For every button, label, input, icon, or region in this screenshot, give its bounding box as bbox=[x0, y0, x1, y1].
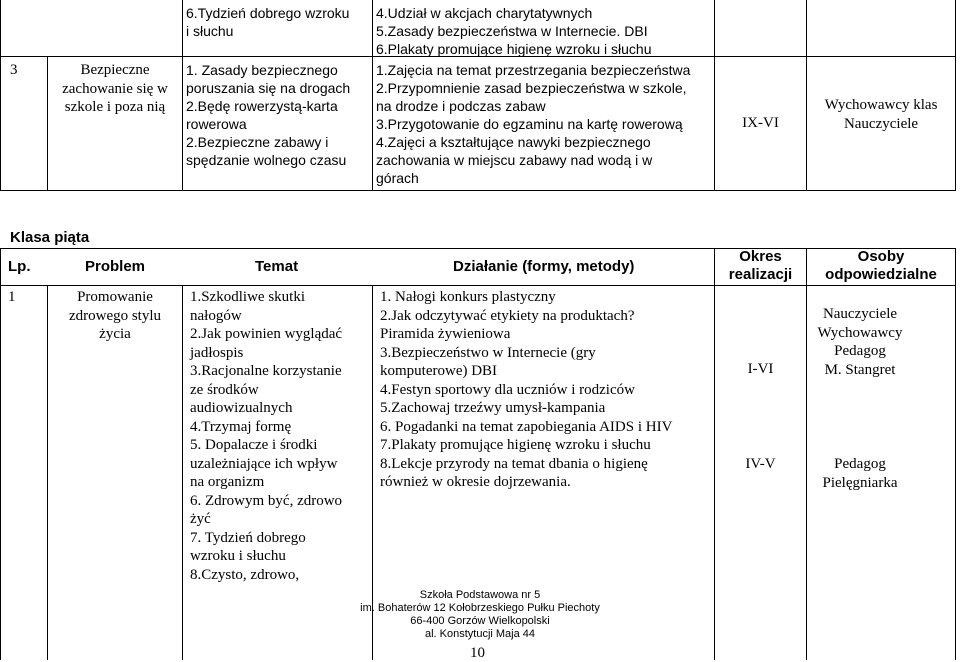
row1-lp: 1 bbox=[8, 289, 16, 305]
row1-temat bbox=[190, 288, 370, 584]
text-line: 3.Racjonalne korzystanie bbox=[190, 363, 342, 379]
text-line: im. Bohaterów 12 Kołobrzeskiego Pułku Piechoty bbox=[360, 602, 600, 614]
section-title: Klasa piąta bbox=[10, 229, 90, 246]
text-line: 2.Bezpieczne zabawy i bbox=[186, 134, 329, 150]
text-line: 4.Festyn sportowy dla uczniów i rodziców bbox=[380, 381, 635, 398]
text-line: 2.Przypomnienie zasad bezpieczeństwa w szkole, bbox=[376, 80, 687, 96]
row1-okres-1: I-VI bbox=[747, 361, 774, 377]
text-line: i słuchu bbox=[186, 23, 234, 39]
text-line: Osoby bbox=[857, 248, 905, 265]
row3-okres: IX-VI bbox=[742, 115, 779, 131]
text-line: Bezpieczne bbox=[80, 62, 150, 78]
text-line: M. Stangret bbox=[824, 361, 896, 378]
row1-okres-2: IV-V bbox=[745, 456, 776, 472]
header-dzialanie: Działanie (formy, metody) bbox=[453, 258, 635, 275]
text-line: również w okresie dojrzewania. bbox=[380, 474, 571, 490]
text-line: nałogów bbox=[190, 307, 242, 324]
text-line: 1.Szkodliwe skutki bbox=[190, 289, 305, 305]
text-line: 5.Zasady bezpieczeństwa w Internecie. DBI bbox=[376, 23, 648, 39]
text-line: Pedagog bbox=[834, 456, 886, 472]
text-line: 5.Zachowaj trzeźwy umysł-kampania bbox=[380, 400, 606, 416]
text-line: jadłospis bbox=[190, 344, 244, 361]
text-line: żyć bbox=[190, 511, 211, 527]
row3-lp: 3 bbox=[10, 62, 18, 78]
header-temat: Temat bbox=[255, 258, 299, 275]
text-line: na drodze i podczas zabaw bbox=[376, 98, 546, 114]
text-line: 4.Udział w akcjach charytatywnych bbox=[376, 5, 593, 21]
text-line: odpowiedzialne bbox=[825, 266, 937, 283]
text-line: zdrowego stylu bbox=[68, 307, 162, 324]
text-line: 1.Zajęcia na temat przestrzegania bezpieczeństwa bbox=[376, 62, 691, 78]
header-lp: Lp. bbox=[8, 258, 31, 275]
header-problem: Problem bbox=[85, 258, 146, 275]
text-line: 7. Tydzień dobrego bbox=[190, 529, 306, 546]
row1-osoby-1 bbox=[807, 305, 913, 379]
text-line: 7.Plakaty promujące higienę wzroku i słuchu bbox=[380, 437, 651, 453]
text-line: al. Konstytucji Maja 44 bbox=[424, 628, 536, 640]
row1-problem bbox=[48, 288, 182, 344]
text-line: górach bbox=[376, 170, 419, 186]
text-line: szkole i poza nią bbox=[64, 99, 166, 115]
header-okres bbox=[715, 248, 806, 284]
header-osoby bbox=[807, 248, 955, 284]
text-line: 6.Plakaty promujące higienę wzroku i słuchu bbox=[376, 41, 652, 57]
text-line: 5. Dopalacze i środki bbox=[190, 437, 318, 453]
text-line: 2.Będę rowerzystą-karta bbox=[186, 98, 338, 114]
text-line: realizacji bbox=[728, 266, 793, 283]
text-line: Nauczyciele bbox=[843, 115, 919, 132]
text-line: ze środków bbox=[190, 381, 259, 398]
text-line: 6. Zdrowym być, zdrowo bbox=[190, 492, 343, 509]
school-footer bbox=[330, 589, 630, 641]
text-line: poruszania się na drogach bbox=[186, 80, 351, 96]
text-line: 2.Jak odczytywać etykiety na produktach? bbox=[380, 307, 635, 324]
text-line: życia bbox=[99, 326, 131, 342]
row1-dzialanie bbox=[380, 288, 714, 492]
text-line: wzroku i słuchu bbox=[190, 548, 286, 564]
text-line: 4.Zajęci a kształtujące nawyki bezpiecznego bbox=[376, 134, 651, 150]
text-line: 6. Pogadanki na temat zapobiegania AIDS i HIV bbox=[380, 418, 673, 435]
page-number: 10 bbox=[470, 645, 485, 661]
text-line: Okres bbox=[739, 248, 782, 265]
text-line: zachowania w miejscu zabawy nad wodą i w bbox=[376, 152, 653, 168]
text-line: 2.Jak powinien wyglądać bbox=[190, 326, 343, 342]
text-line: 8.Lekcje przyrody na temat dbania o higienę bbox=[380, 455, 648, 472]
text-line: Nauczyciele bbox=[822, 306, 898, 322]
text-line: 6.Tydzień dobrego wzroku bbox=[186, 5, 350, 21]
text-line: 3.Przygotowanie do egzaminu na kartę rowerową bbox=[376, 116, 683, 132]
text-line: uzależniające ich wpływ bbox=[190, 455, 338, 472]
text-line: Piramida żywieniowa bbox=[380, 326, 511, 342]
text-line: 3.Bezpieczeństwo w Internecie (gry bbox=[380, 344, 596, 361]
row1-osoby-2 bbox=[807, 455, 913, 492]
text-line: 1. Nałogi konkurs plastyczny bbox=[380, 289, 556, 305]
text-line: spędzanie wolnego czasu bbox=[186, 152, 347, 168]
text-line: Wychowawcy bbox=[817, 324, 903, 341]
text-line: komputerowe) DBI bbox=[380, 363, 498, 379]
text-line: 1. Zasady bezpiecznego bbox=[186, 62, 338, 78]
text-line: Pielęgniarka bbox=[822, 474, 898, 491]
text-line: Promowanie bbox=[77, 289, 153, 305]
text-line: 8.Czysto, zdrowo, bbox=[190, 566, 300, 583]
text-line: Wychowawcy klas bbox=[824, 97, 938, 113]
text-line: na organizm bbox=[190, 474, 265, 490]
text-line: Szkoła Podstawowa nr 5 bbox=[419, 589, 541, 601]
text-line: 66-400 Gorzów Wielkopolski bbox=[410, 615, 550, 627]
text-line: 4.Trzymaj formę bbox=[190, 418, 292, 435]
text-line: zachowanie się w bbox=[62, 80, 168, 97]
text-line: rowerowa bbox=[186, 116, 247, 132]
text-line: audiowizualnych bbox=[190, 400, 293, 416]
text-line: Pedagog bbox=[834, 343, 886, 359]
